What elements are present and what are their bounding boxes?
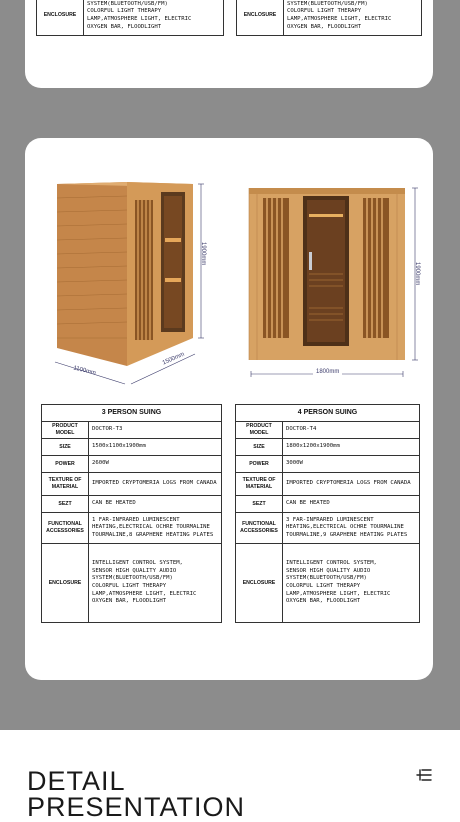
row-label: SIZE [42,439,89,456]
row-label: ENCLOSURE [236,544,283,623]
enclosure-value: SYSTEM(BLUETOOTH/USB/FM) COLORFUL LIGHT THERAPY LAMP,ATMOSPHERE LIGHT, ELECTRIC OXYGEN BAR, FLOODLIGHT [84,0,224,36]
sauna-4-person-image [247,184,427,384]
row-value: 1 FAR-INFRARED LUMINESCENT HEATING,ELECTRICAL OCHRE TOURMALINE TOURMALINE,8 GRAPHENE HEATING PLATES [89,513,222,544]
row-value: CAN BE HEATED [89,496,222,513]
row-value: 3 FAR-INFRARED LUMINESCENT HEATING,ELECTRICAL OCHRE TOURMALINE TOURMALINE,9 GRAPHENE HEATING PLATES [283,513,420,544]
row-label: PRODUCT MODEL [42,422,89,439]
depth-label: 1100mm [72,365,97,377]
enclosure-label: ENCLOSURE [237,0,284,36]
row-value: IMPORTED CRYPTOMERIA LOGS FROM CANADA [283,473,420,496]
row-label: TEXTURE OF MATERIAL [236,473,283,496]
row-value: 1800x1200x1900mm [283,439,420,456]
row-label: SEZT [236,496,283,513]
top-spec-card [25,0,433,88]
heading-line-2: PRESENTATION [27,792,246,822]
height-label: 1900mm [414,262,420,286]
heading-line-1: DETAIL [27,766,126,796]
row-value: DOCTOR-T4 [283,422,420,439]
detail-presentation-heading [27,768,245,820]
width-label: 1800mm [313,369,342,375]
row-label: TEXTURE OF MATERIAL [42,473,89,496]
row-value: INTELLIGENT CONTROL SYSTEM, SENSOR HIGH QUALITY AUDIO SYSTEM(BLUETOOTH/USB/FM) COLORFUL LIGHT THERAPY LAMP,ATMOSPHERE LIGHT, ELECTRIC OXYGEN BAR, FLOODLIGHT [89,544,222,623]
top-right-spec-table [236,0,422,36]
row-value: INTELLIGENT CONTROL SYSTEM, SENSOR HIGH QUALITY AUDIO SYSTEM(BLUETOOTH/USB/FM) COLORFUL LIGHT THERAPY LAMP,ATMOSPHERE LIGHT, ELECTRIC OXYGEN BAR, FLOODLIGHT [283,544,420,623]
row-value: DOCTOR-T3 [89,422,222,439]
enclosure-label: ENCLOSURE [37,0,84,36]
table-title: 4 PERSON SUING [236,405,420,422]
row-label: FUNCTIONAL ACCESSORIES [236,513,283,544]
row-label: POWER [236,456,283,473]
sauna-3-person-image [53,178,213,388]
row-label: POWER [42,456,89,473]
row-label: SIZE [236,439,283,456]
spec-table-4-person [235,404,420,623]
row-value: CAN BE HEATED [283,496,420,513]
row-label: SEZT [42,496,89,513]
row-label: PRODUCT MODEL [236,422,283,439]
spec-table-3-person [41,404,222,623]
row-value: 1500x1100x1900mm [89,439,222,456]
row-value: 3000W [283,456,420,473]
enclosure-value: SYSTEM(BLUETOOTH/USB/FM) COLORFUL LIGHT THERAPY LAMP,ATMOSPHERE LIGHT, ELECTRIC OXYGEN BAR, FLOODLIGHT [284,0,422,36]
row-label: FUNCTIONAL ACCESSORIES [42,513,89,544]
menu-lines-icon[interactable] [414,768,432,782]
row-label: ENCLOSURE [42,544,89,623]
table-title: 3 PERSON SUING [42,405,222,422]
sauna-spec-card [25,138,433,680]
row-value: IMPORTED CRYPTOMERIA LOGS FROM CANADA [89,473,222,496]
top-left-spec-table [36,0,224,36]
width-label: 1500mm [161,351,186,367]
height-label: 1900mm [200,242,206,266]
row-value: 2600W [89,456,222,473]
